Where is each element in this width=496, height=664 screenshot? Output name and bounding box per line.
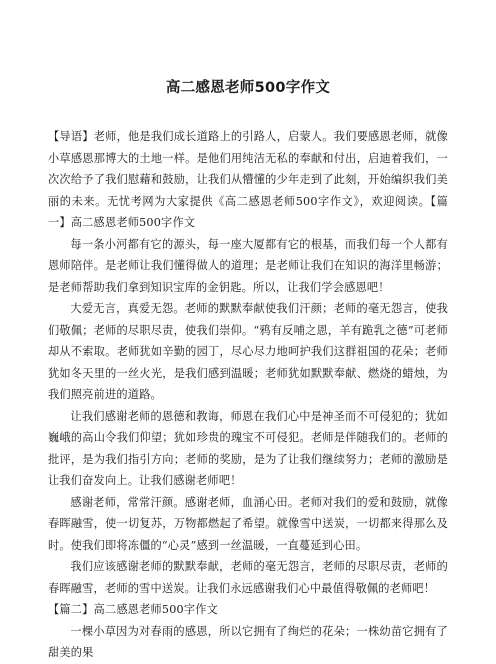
section-heading: 【篇二】高二感恩老师500字作文 xyxy=(48,603,218,616)
paragraph: 感谢老师，常常汗颜。感谢老师，血涌心田。老师对我们的爱和鼓励，就像春晖融雪，使一切复苏，万物都燃起了希望。就像雪中送炭，一切都来得那么及时。使我们即将冻僵的“心灵”感到一丝温暖，一直蔓延到心田。 xyxy=(48,495,448,552)
paragraph-intro: 【导语】老师，他是我们成长道路上的引路人，启蒙人。我们要感恩老师，就像小草感恩那博大的土地一样。是他们用纯洁无私的奉献和付出，启迪着我们，一次次给予了我们慰藉和鼓励，让我们从懵懂的少年走到了此刻，开始编织我们美丽的未来。无忧考网为大家提供《高二感恩老师500字作文》，欢迎阅读。【篇一】高二感恩老师500字作文 xyxy=(48,130,448,229)
paragraph: 让我们感谢老师的恩德和教诲，师恩在我们心中是神圣而不可侵犯的；犹如巍峨的高山令我们仰望；犹如珍贵的瑰宝不可侵犯。老师是伴随我们的。老师的批评，是为我们指引方向；老师的奖励，是为了让我们继续努力；老师的激励是让我们奋发向上。让我们感谢老师吧！ xyxy=(48,409,448,487)
paragraph: 大爱无言，真爱无怨。老师的默默奉献使我们汗颜；老师的毫无怨言，使我们敬佩；老师的尽职尽责，使我们崇仰。“鸦有反哺之恩，羊有跪乳之德”可老师却从不索取。老师犹如辛勤的园丁，尽心尽力地呵护我们这群祖国的花朵；老师犹如冬天里的一丝火光，是我们感到温暖；老师犹如默默奉献、燃烧的蜡烛，为我们照亮前进的道路。 xyxy=(48,302,448,401)
document-title: 高二感恩老师500字作文 xyxy=(165,80,331,96)
paragraph: 我们应该感谢老师的默默奉献，老师的毫无怨言，老师的尽职尽责，老师的春晖融雪，老师的雪中送炭。让我们永远感谢我们心中最值得敬佩的老师吧！ xyxy=(48,560,448,595)
paragraph: 每一条小河都有它的源头，每一座大厦都有它的根基，而我们每一个人都有恩师陪伴。是老师让我们懂得做人的道理；是老师让我们在知识的海洋里畅游；是老师帮助我们拿到知识宝库的金钥匙。所以，让我们学会感恩吧！ xyxy=(48,237,448,294)
paragraph: 一棵小草因为对春雨的感恩，所以它拥有了绚烂的花朵；一株幼苗它拥有了甜美的果 xyxy=(48,624,448,659)
